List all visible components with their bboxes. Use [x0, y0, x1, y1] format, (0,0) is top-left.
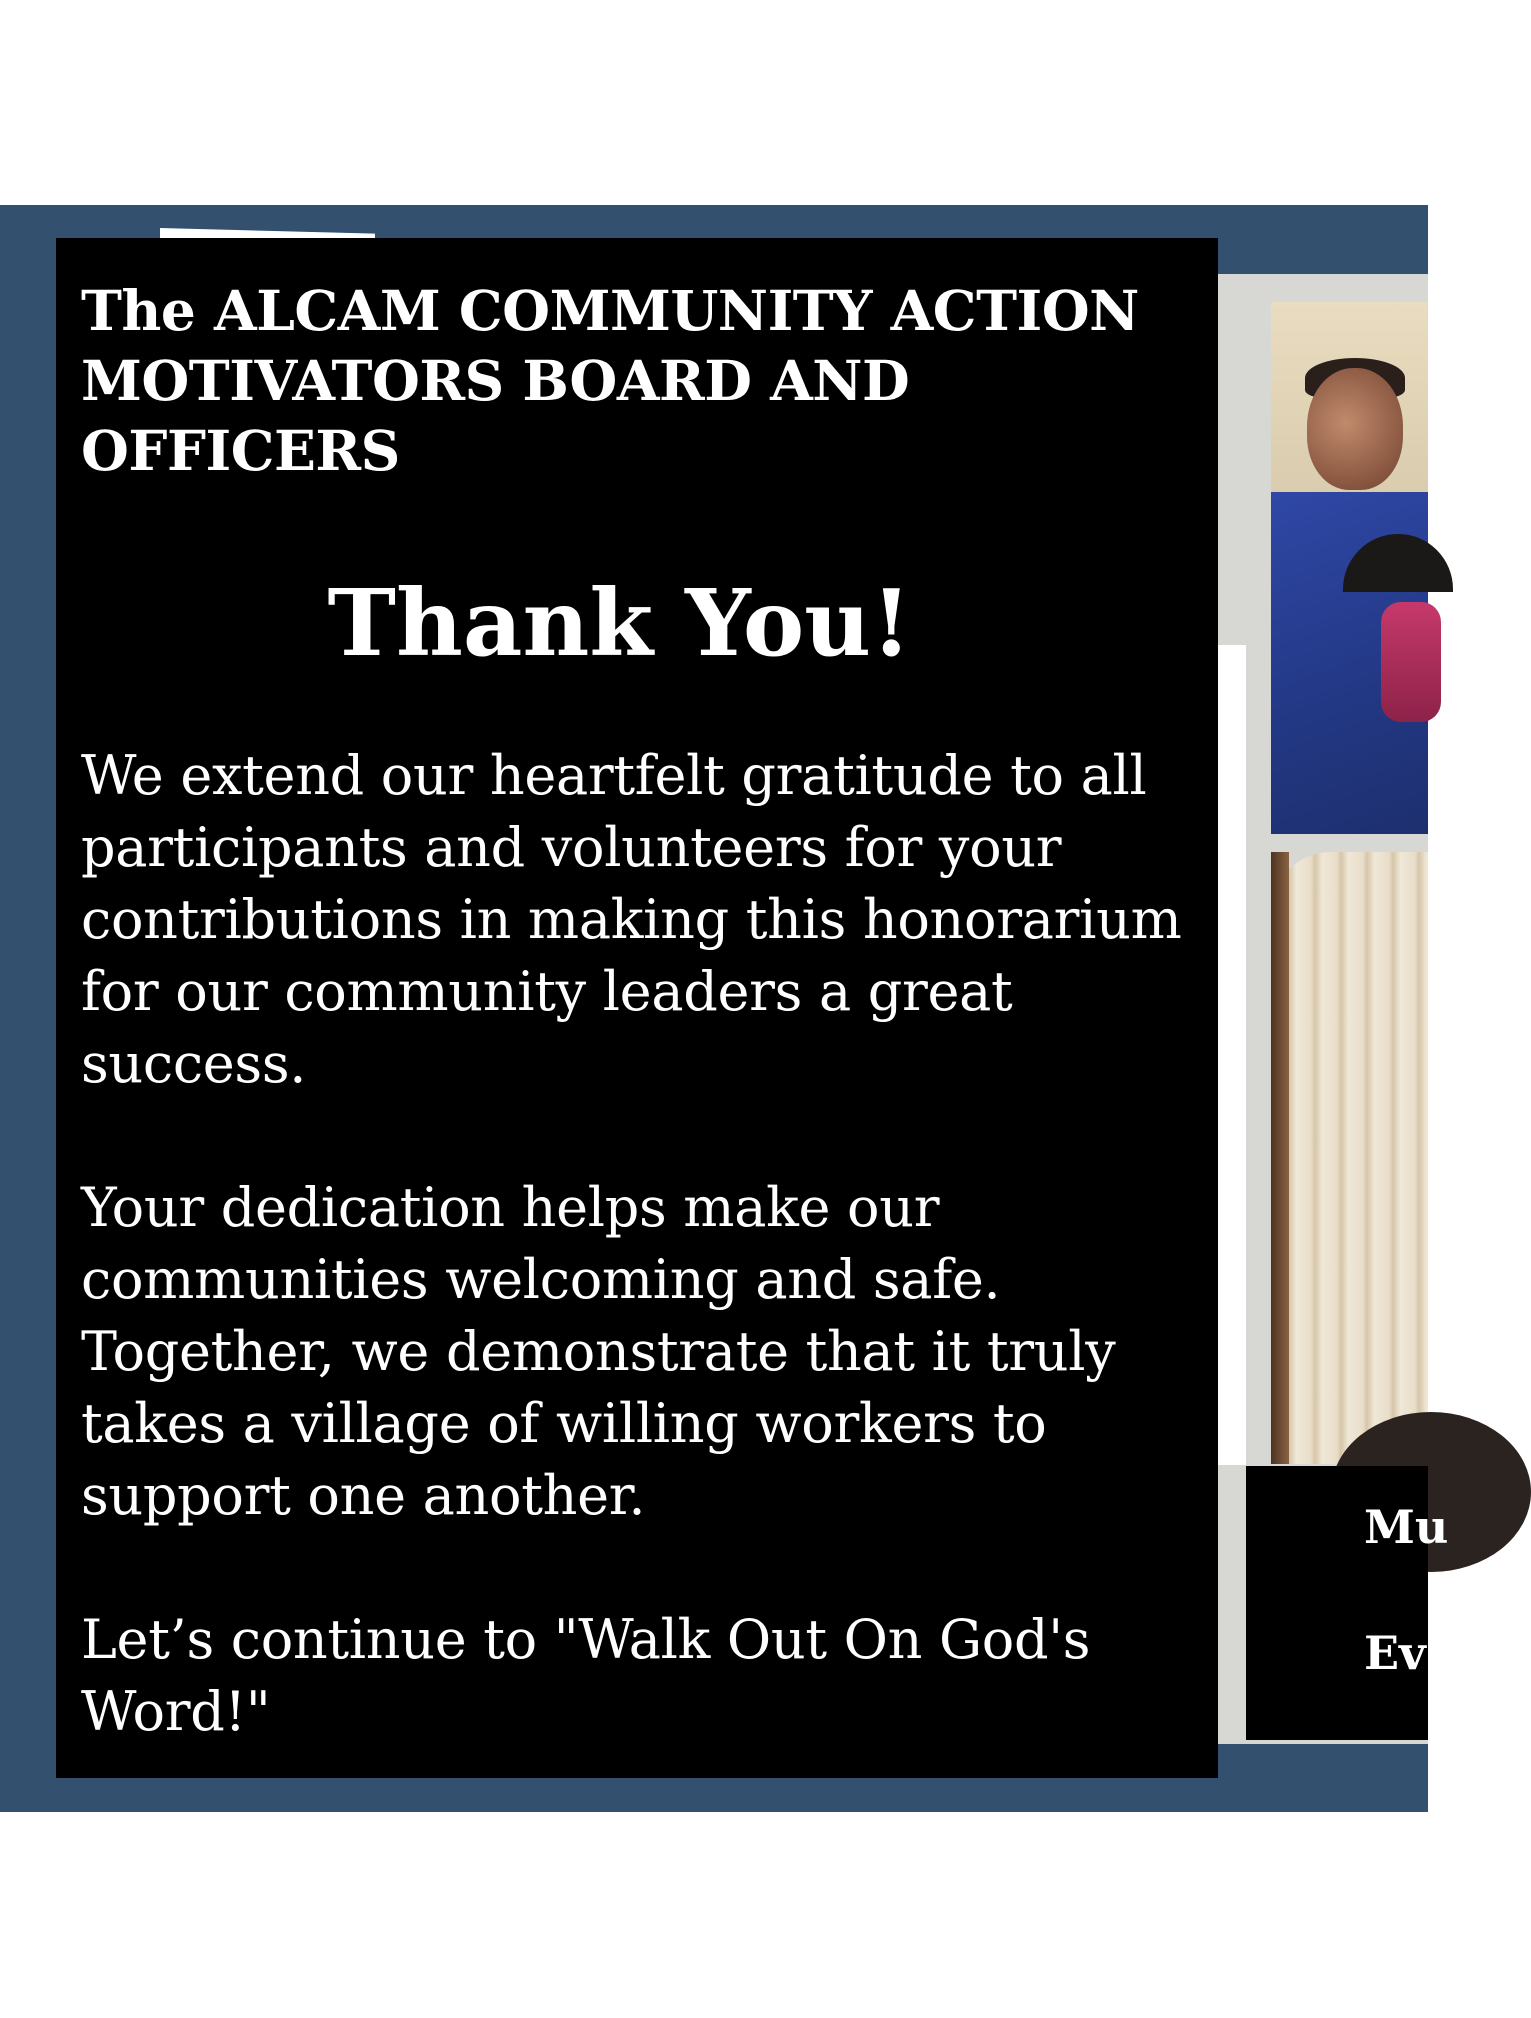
photo-scarf — [1381, 602, 1441, 722]
card-title: Thank You! — [327, 569, 912, 677]
portrait-photo — [1271, 852, 1428, 1464]
card-heading: The ALCAM COMMUNITY ACTION MOTIVATORS BOARD AND OFFICERS — [81, 278, 1139, 483]
gratitude-paragraph: We extend our heartfelt gratitude to all participants and volunteers for your contributions in making this honorarium for our community leaders a great success. — [81, 744, 1182, 1095]
caption-line-1: Mu — [1364, 1500, 1449, 1554]
photo-face — [1307, 368, 1403, 490]
dedication-paragraph: Your dedication helps make our communities welcoming and safe. Together, we demonstrate that it truly takes a village of willing workers to support one another. — [81, 1176, 1116, 1527]
thank-you-card — [56, 238, 1218, 1778]
photo-caption — [1246, 1466, 1449, 1740]
panel-divider — [1218, 645, 1246, 1465]
closing-paragraph: Let’s continue to "Walk Out On God's Word!" — [81, 1608, 1091, 1743]
group-photo — [1271, 302, 1428, 834]
caption-line-2: Ev — [1364, 1626, 1426, 1680]
photo-frame — [1271, 852, 1289, 1464]
